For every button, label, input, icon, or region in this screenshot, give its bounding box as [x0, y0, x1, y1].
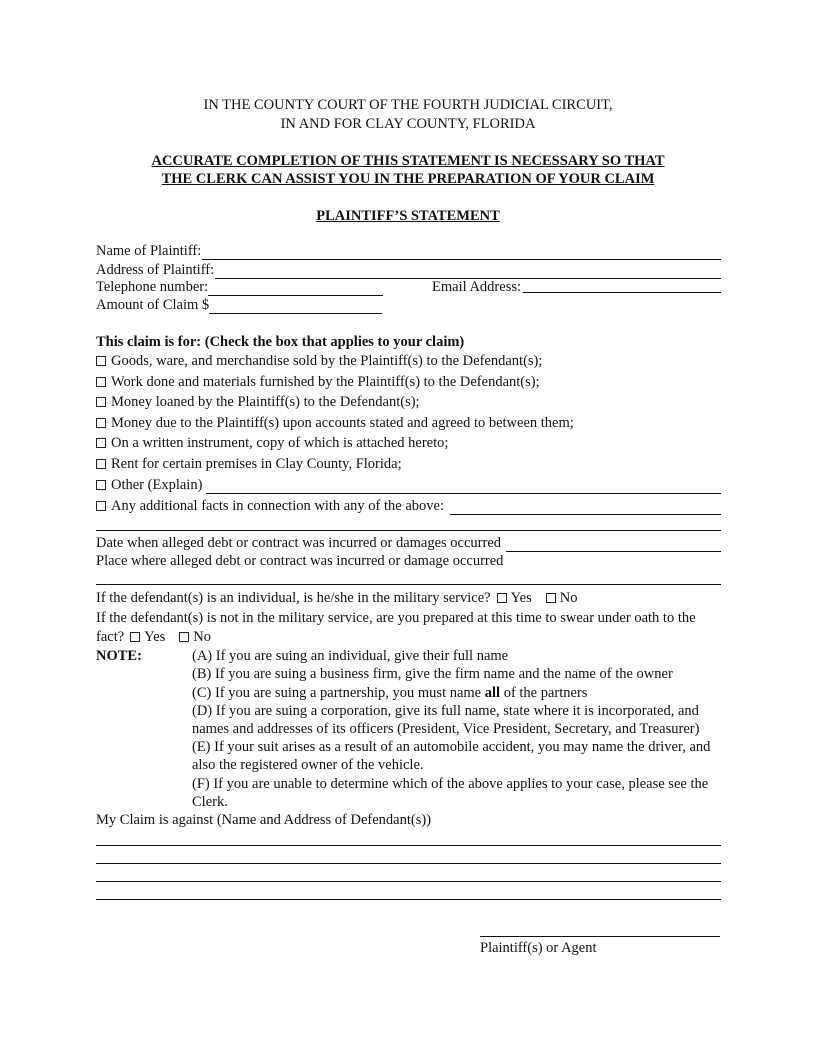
claim-option-label: Rent for certain premises in Clay County, Florida;: [111, 456, 402, 472]
oath-yes-checkbox[interactable]: [130, 632, 140, 642]
plaintiff-address-row: [96, 260, 721, 279]
military-q1-text: If the defendant(s) is an individual, is he/she in the military service?: [96, 590, 491, 606]
claim-option-money-loaned: [96, 393, 721, 412]
date-field[interactable]: [506, 537, 721, 552]
yes-label: Yes: [144, 629, 166, 645]
amount-field[interactable]: [209, 299, 382, 314]
military-no-checkbox[interactable]: [546, 593, 556, 603]
note-c-text-end: of the partners: [500, 685, 588, 701]
money-due-checkbox[interactable]: [96, 418, 106, 428]
notice-line-1: ACCURATE COMPLETION OF THIS STATEMENT IS NECESSARY SO THAT: [151, 153, 665, 169]
contact-row: [96, 278, 721, 297]
claim-option-rent: [96, 455, 721, 474]
claim-option-label: Money loaned by the Plaintiff(s) to the Defendant(s);: [111, 394, 420, 410]
additional-facts-line-2[interactable]: [96, 530, 721, 531]
form-title: PLAINTIFF’S STATEMENT: [316, 208, 500, 224]
signature-line[interactable]: [480, 936, 720, 937]
email-field[interactable]: [523, 278, 721, 293]
military-q2-line-1: If the defendant(s) is not in the military service, are you prepared at this time to swear under oath to the: [96, 610, 696, 626]
note-d: (D) If you are suing a corporation, give its full name, state where it is incorporated, and names and addresses of its officers (President, Vice President, Secretary, and Treasurer): [192, 703, 700, 738]
plaintiff-address-label: Address of Plaintiff:: [96, 262, 215, 278]
plaintiff-address-field[interactable]: [215, 264, 721, 279]
additional-facts-checkbox[interactable]: [96, 501, 106, 511]
note-c-emphasis: all: [484, 685, 501, 701]
other-explain-field[interactable]: [206, 479, 721, 494]
claim-option-label: Goods, ware, and merchandise sold by the Plaintiff(s) to the Defendant(s);: [111, 353, 543, 369]
note-c-text: (C) If you are suing a partnership, you must name: [192, 685, 485, 701]
military-question-2: [96, 628, 721, 647]
claim-option-label: Work done and materials furnished by the Plaintiff(s) to the Defendant(s);: [111, 374, 540, 390]
note-c: [192, 684, 722, 702]
claim-option-other: [96, 475, 721, 494]
oath-no-checkbox[interactable]: [179, 632, 189, 642]
notice-line-2: THE CLERK CAN ASSIST YOU IN THE PREPARATION OF YOUR CLAIM: [161, 171, 655, 187]
claim-option-written-instrument: [96, 434, 721, 453]
defendant-line-1[interactable]: [96, 845, 721, 846]
signature-label: Plaintiff(s) or Agent: [480, 940, 597, 956]
claim-option-label: Money due to the Plaintiff(s) upon accounts stated and agreed to between them;: [111, 415, 574, 431]
other-checkbox[interactable]: [96, 480, 106, 490]
defendant-line-4[interactable]: [96, 899, 721, 900]
place-field[interactable]: [96, 584, 721, 585]
claim-option-money-due: [96, 414, 721, 433]
claim-against-label: My Claim is against (Name and Address of Defendant(s)): [96, 812, 432, 828]
claim-option-label: Any additional facts in connection with any of the above:: [111, 498, 445, 514]
written-instrument-checkbox[interactable]: [96, 438, 106, 448]
additional-facts-field[interactable]: [450, 500, 721, 515]
place-label: Place where alleged debt or contract was incurred or damage occurred: [96, 553, 504, 569]
military-yes-checkbox[interactable]: [497, 593, 507, 603]
yes-label: Yes: [510, 590, 532, 606]
note-a: (A) If you are suing an individual, give their full name: [192, 648, 509, 664]
note-b: (B) If you are suing a business firm, give the firm name and the name of the owner: [192, 666, 673, 682]
rent-checkbox[interactable]: [96, 459, 106, 469]
court-header-line-2: IN AND FOR CLAY COUNTY, FLORIDA: [280, 116, 536, 132]
money-loaned-checkbox[interactable]: [96, 397, 106, 407]
claim-option-work: [96, 373, 721, 392]
date-label: Date when alleged debt or contract was incurred or damages occurred: [96, 535, 502, 551]
work-checkbox[interactable]: [96, 377, 106, 387]
note-f: (F) If you are unable to determine which of the above applies to your case, please see the Clerk.: [192, 776, 709, 811]
goods-checkbox[interactable]: [96, 356, 106, 366]
amount-row: [96, 296, 721, 315]
date-row: [96, 533, 721, 552]
note-label: NOTE:: [96, 648, 142, 664]
claim-option-label: Other (Explain): [111, 477, 203, 493]
no-label: No: [193, 629, 212, 645]
telephone-label: Telephone number:: [96, 279, 209, 295]
defendant-line-2[interactable]: [96, 863, 721, 864]
military-question-1: [96, 589, 721, 608]
court-header-line-1: IN THE COUNTY COURT OF THE FOURTH JUDICIAL CIRCUIT,: [203, 97, 613, 113]
amount-label: Amount of Claim $: [96, 297, 210, 313]
claim-option-label: On a written instrument, copy of which is attached hereto;: [111, 435, 449, 451]
plaintiff-name-label: Name of Plaintiff:: [96, 243, 202, 259]
military-q2-line-2: fact?: [96, 629, 125, 645]
telephone-field[interactable]: [208, 281, 383, 296]
claim-type-heading: This claim is for: (Check the box that applies to your claim): [96, 334, 465, 350]
claim-option-additional-facts: [96, 496, 721, 515]
claim-option-goods: [96, 352, 721, 371]
email-label: Email Address:: [432, 279, 522, 295]
note-e: (E) If your suit arises as a result of an automobile accident, you may name the driver, and also the registered owner of the vehicle.: [192, 739, 711, 774]
plaintiff-name-field[interactable]: [202, 245, 721, 260]
plaintiff-name-row: [96, 241, 721, 260]
defendant-line-3[interactable]: [96, 881, 721, 882]
no-label: No: [559, 590, 578, 606]
